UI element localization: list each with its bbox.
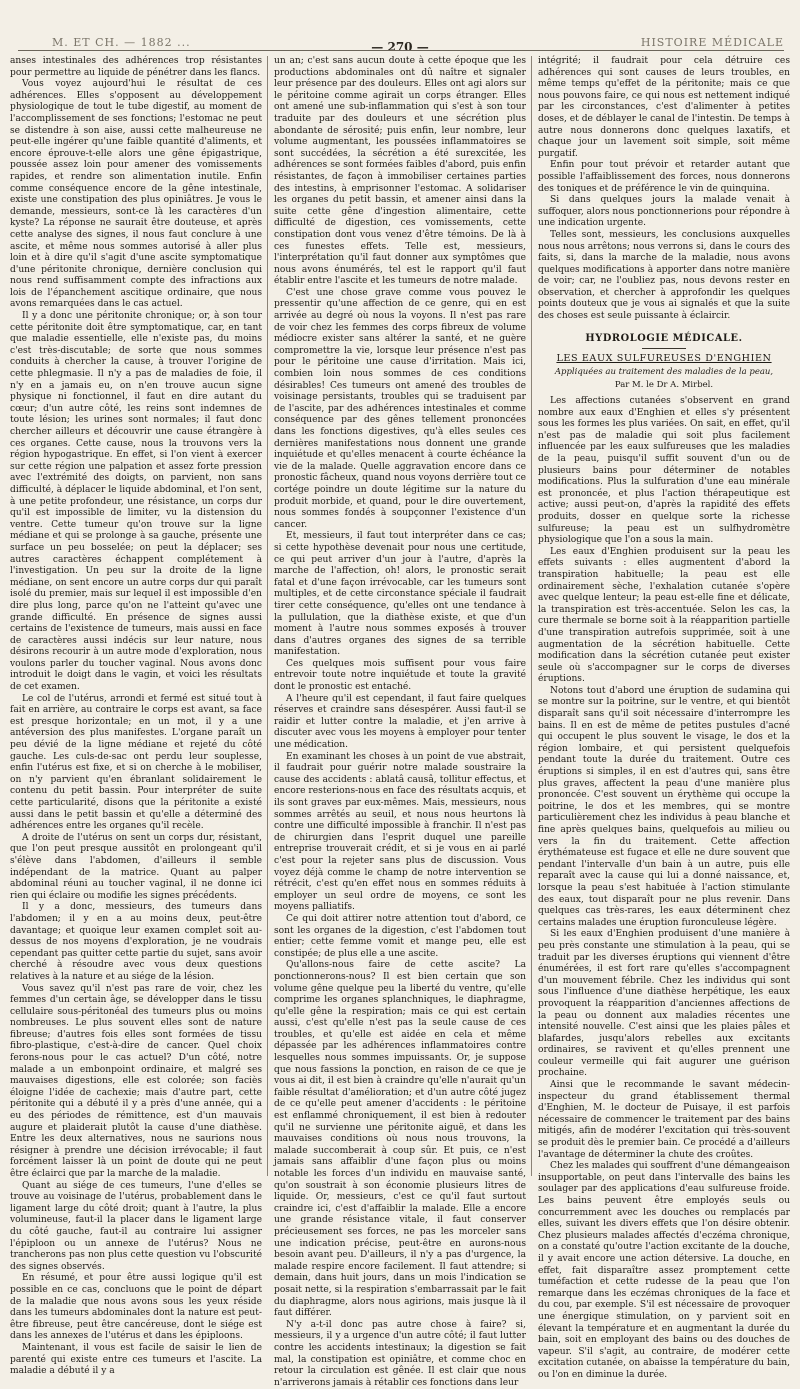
paragraph: Ce qui doit attirer notre attention tout d'abord, ce sont les organes de la digestion, c'est l'abdomen tout entier; cette femme vomit et mange peu, elle est constipée; de plus elle a une ascite. (274, 913, 526, 959)
paragraph: En examinant les choses à un point de vue abstrait, il faudrait pour guérir notre malade soustraire la cause des accidents : ablatâ causâ, tollitur effectus, et encore resterions-nous en face des résultats acquis, et ils sont graves par eux-mêmes. Mais, messieurs, nous sommes arrêtés au seuil, et nous nous heurtons là contre une difficulté impossible à franchir. Il n'est pas de chirurgien dans l'esprit duquel une pareille entreprise trouverait crédit, et si je vous en ai parlé c'est pour la rejeter sans plus de discussion. Vous voyez déjà comme le champ de notre intervention se rétrécit, c'est qu'en effet nous en sommes réduits à employer un seul ordre de moyens, ce sont les moyens palliatifs. (274, 751, 527, 913)
paragraph: Les affections cutanées s'observent en grand nombre aux eaux d'Enghien et elles s'y présentent sous les formes les plus variées. On sait, en effet, qu'il n'est pas de maladie qui soit plus facilement influencée par les eaux sulfureuses que les maladies de la peau, puisqu'il suffit souvent d'un ou de plusieurs bains pour déterminer de notables modifications. Plus la sulfuration d'une eau minérale est prononcée, et plus l'action thérapeutique est active; aussi peut-on, d'après la rapidité des effets produits, dosser en quelque sorte la richesse sulfureuse; la peau est un sulfhydromètre physiologique que l'on a sous la main. (538, 396, 790, 546)
paragraph: Vous savez qu'il n'est pas rare de voir, chez les femmes d'un certain âge, se développer dans le tissu cellulaire sous-péritonéal des tumeurs plus ou moins nombreuses. Le plus souvent elles sont de nature fibreuse; d'autres fois elles sont formées de tissu fibro-plastique, c'est-à-dire de cancer. Quel choix ferons-nous pour le cas actuel? D'un côté, notre malade a un embonpoint ordinaire, et malgré ses mauvaises digestions, elle est colorée; son faciès éloigne l'idée de cachexie; mais d'autre part, cette péritonite qui a débuté il y a près d'une année, qui a eu des périodes de rémittence, est d'un mauvais augure et plaiderait plutôt la cause d'une diathèse. Entre les deux alternatives, nous ne saurions nous résigner à prendre une décision irrévocable; il faut forcément laisser là un point de doute qui ne peut être éclairci que par la marche de la maladie. (10, 983, 262, 1179)
running-head-right: HISTOIRE MÉDICALE (640, 36, 784, 49)
article-subtitle: Appliquées au traitement des maladies de la peau, (554, 366, 774, 377)
paragraph: Les eaux d'Enghien produisent sur la peau les effets suivants : elles augmentent d'abord la transpiration habituelle; la peau est elle ordinairement sèche, l'exhalation cutanée s'opère avec quelque lenteur; la peau est-elle fine et délicate, la transpiration est très-accentuée. Selon les cas, la cure thermale se borne soit à la réapparition partielle d'une transpiration autrefois supprimée, soit à une augmentation de la sécrétion habituelle. Cette modification dans la sécrétion cutanée peut exister seule où s'accompagner sur le corps de diverses éruptions. (538, 546, 790, 685)
running-head-left: M. ET CH. — 1882 ... (52, 36, 191, 49)
paragraph: intégrité; il faudrait pour cela détruire ces adhérences qui sont causes de leurs troubles, en même temps qu'effet de la péritonite; mais ce que nous pouvons faire, ce qui nous est nettement indiqué par les circonstances, c'est d'alimenter à petites doses, et de déblayer le canal de l'intestin. De temps à autre nous donnerons donc quelques laxatifs, et chaque jour un lavement soit simple, soit même purgatif. (538, 56, 790, 159)
paragraph: Quant au siége de ces tumeurs, l'une d'elles se trouve au voisinage de l'utérus, probablement dans le ligament large du côté droit; quant à l'autre, la plus volumineuse, faut-il la placer dans le ligament large du côté gauche, faut-il au contraire lui assigner l'épiploon ou un annexe de l'utérus? Nous ne trancherons pas non plus cette question vu l'obscurité des signes observés. (10, 1180, 262, 1272)
paragraph: Qu'allons-nous faire de cette ascite? La ponctionnerons-nous? Il est bien certain que son volume gêne quelque peu la liberté du ventre, qu'elle comprime les organes splanchniques, le diaphragme, qu'elle gêne la respiration; mais ce qui est certain aussi, c'est qu'elle n'est pas la seule cause de ces troubles, et qu'elle est aidée en cela et même dépassée par les adhérences inflammatoires contre lesquelles nous sommes impuissants. Or, je suppose que nous fassions la ponction, en raison de ce que je vous ai dit, il est bien à craindre qu'elle n'aurait qu'un faible résultat d'amélioration; et d'un autre côté jugez de ce qu'elle peut amener d'accidents : le péritoine est enflammé chroniquement, il est bien à redouter qu'il ne survienne une péritonite aiguë, et dans les mauvaises conditions où nous nous trouvons, la malade succomberait à coup sûr. Et puis, ce n'est jamais sans affaiblir d'une façon plus ou moins notable les forces d'un individu en mauvaise santé, qu'on soustrait à son économie plusieurs litres de liquide. Or, messieurs, c'est ce qu'il faut surtout craindre ici, c'est d'affaiblir la malade. Elle a encore une grande résistance vitale, il faut conserver précieusement ses forces, ne pas les morceler sans une indication précise, peut-être en aurons-nous besoin avant peu. D'ailleurs, il n'y a pas d'urgence, la malade respire encore facilement. Il faut attendre; si demain, dans huit jours, dans un mois l'indication se posait nette, si la respiration s'embarrassait par le fait du diaphragme, alors nous agirions, mais jusque là il faut différer. (274, 960, 526, 1319)
paragraph: Chez les malades qui souffrent d'une démangeaison insupportable, on peut dans l'intervalle des bains les soulager par des applications d'eau sulfureuse froide. Les bains peuvent être employés seuls ou concurremment avec les douches ou remplacés par elles, suivant les divers effets que l'on désire obtenir. Chez plusieurs malades affectés d'eczéma chronique, on a constaté qu'outre l'action excitante de la douche, il y avait encore une action détersive. La douche, en effet, fait disparaître assez promptement cette tuméfaction et cette rudesse de la peau que l'on remarque dans les eczémas chroniques de la face et du cou, par exemple. S'il est nécessaire de provoquer une énergique stimulation, on y parvient soit en élevant la température et en augmentant la durée du bain, soit en employant des bains ou des douches de vapeur. S'il s'agit, au contraire, de modérer cette excitation cutanée, on abaisse la température du bain, ou l'on en diminue la durée. (538, 1161, 790, 1380)
paragraph: Telles sont, messieurs, les conclusions auxquelles nous nous arrêtons; nous verrons si, dans le cours des faits, si, dans la marche de la maladie, nous avons quelques modifications à apporter dans notre manière de voir; car, ne l'oubliez pas, nous devons rester en observation, et chercher à approfondir les quelques points douteux que je vous ai signalés et que la suite des choses est seule puissante à éclaircir. (538, 229, 790, 322)
column-1 (10, 56, 262, 1377)
header-rule (18, 50, 784, 51)
paragraph: un an; c'est sans aucun doute à cette époque que les productions abdominales ont dû naître et signaler leur présence par des douleurs. Elles ont agi alors sur le péritoine comme agirait un corps étranger. Elles ont amené une sub-inflammation qui s'est à son tour traduite par des douleurs et une sécrétion plus abondante de sérosité; puis enfin, leur nombre, leur volume augmentant, les poussées inflammatoires se sont succédées, la sécrétion a été surexcitée, les adhérences se sont formées faibles d'abord, puis enfin résistantes, de façon à immobiliser certaines parties des intestins, à emprisonner l'estomac. A solidariser les organes du petit bassin, et amener ainsi dans la suite cette gêne d'ingestion alimentaire, cette difficulté de digestion, ces vomissements, cette constipation dont vous venez d'être témoins. De là à ces funestes effets. Telle est, messieurs, l'interprétation qu'il faut donner aux symptômes que nous avons énumérés, tel est le rapport qu'il faut établir entre l'ascite et les tumeurs de notre malade. (274, 56, 526, 287)
page-number: — 270 — (371, 40, 429, 54)
paragraph: Et, messieurs, il faut tout interpréter dans ce cas; si cette hypothèse devenait pour nous une certitude, ce qui peut arriver d'un jour à l'autre, d'après la marche de l'affection, oh! alors, le pronostic serait fatal et d'une façon irrévocable, car les tumeurs sont multiples, et de cette circonstance spéciale il faudrait tirer cette conséquence, qu'elles ont une tendance à la pullulation, que la diathèse existe, et que d'un moment à l'autre nous sommes exposés à trouver dans d'autres organes des signes de sa terrible manifestation. (274, 531, 526, 658)
paragraph: C'est une chose grave comme vous pouvez le pressentir qu'une affection de ce genre, qui en est arrivée au degré où nous la voyons. Il n'est pas rare de voir chez les femmes des corps fibreux de volume médiocre exister sans altérer la santé, et ne guère compromettre la vie, lorsque leur présence n'est pas pour le péritoine une cause d'irritation. Mais ici, combien loin nous sommes de ces conditions désirables! Ces tumeurs ont amené des troubles de voisinage persistants, troubles qui se traduisent par de l'ascite, par des adhérences intestinales et comme conséquence par des gênes tellement prononcées dans les fonctions digestives, qu'à elles seules ces dernières manifestations nous donnent une grande inquiétude et qu'elles menacent à courte échéance la vie de la malade. Quelle aggravation encore dans ce pronostic fâcheux, quand nous voyons derrière tout ce cortége poindre un doute légitime sur la nature du produit morbide, et quand, pour le dire ouvertement, nous sommes fondés à soupçonner l'existence d'un cancer. (274, 287, 526, 530)
paragraph: N'y a-t-il donc pas autre chose à faire? si, messieurs, il y a urgence d'un autre côté; il faut lutter contre les accidents intestinaux; la digestion se fait mal, la constipation est opiniâtre, et comme choc en retour la circulation est gênée. Il est clair que nous n'arriverons jamais à rétablir ces fonctions dans leur (274, 1319, 526, 1388)
section-divider (538, 348, 790, 349)
paragraph: A l'heure qu'il est cependant, il faut faire quelques réserves et craindre sans désespérer. Aussi faut-il se raidir et lutter contre la maladie, et j'en arrive à discuter avec vous les moyens à employer pour tenter une médication. (274, 693, 526, 751)
paragraph: Il y a donc, messieurs, des tumeurs dans l'abdomen; il y en a au moins deux, peut-être davantage; et quoique leur examen complet soit au-dessus de nos moyens d'exploration, je ne voudrais cependant pas quitter cette partie du sujet, sans avoir cherché à résoudre avec vous deux questions relatives à la nature et au siége de la lésion. (10, 902, 262, 982)
paragraph: Vous voyez aujourd'hui le résultat de ces adhérences. Elles s'opposent au développement physiologique de tout le tube digestif, au moment de l'accomplissement de ses fonctions; l'estomac ne peut se distendre à son aise, aussi cette malheureuse ne peut-elle ingérer qu'une faible quantité d'aliments, et encore éprouve-t-elle alors une gêne épigastrique, poussée assez loin pour amener des vomissements rapides, et rendre son alimentation inutile. Enfin comme conséquence encore de la gêne intestinale, existe une constipation des plus opiniâtres. Je vous le demande, messieurs, sont-ce là les caractères d'un kyste? La réponse ne saurait être douteuse, et après cette analyse des signes, il nous faut conclure à une ascite, et même nous sommes autorisé à aller plus loin et à dire qu'il s'agit d'une ascite symptomatique d'une péritonite chronique, dernière conclusion qui nous rend suffisamment compte des infractions aux lois de l'épanchement ascitique ordinaire, que nous avons remarquées dans le cas actuel. (10, 79, 262, 310)
section-heading: HYDROLOGIE MÉDICALE. (585, 332, 743, 344)
paragraph: A droite de l'utérus on sent un corps dur, résistant, que l'on peut presque aussitôt en prolongeant qu'il s'élève dans l'abdomen, d'ailleurs il semble indépendant de la matrice. Quant au palper abdominal réuni au toucher vaginal, il ne donne ici rien qui éclaire ou modifie les signes précédents. (10, 832, 262, 901)
paragraph: En résumé, et pour être aussi logique qu'il est possible en ce cas, concluons que le point de départ de la maladie que nous avons sous les yeux réside dans les tumeurs abdominales dont la nature est peut-être fibreuse, peut être cancéreuse, dont le siége est dans les annexes de l'utérus et dans les épiploons. (10, 1273, 262, 1342)
text-columns (10, 56, 790, 1388)
article-author: Par M. le Dr A. Mirbel. (614, 380, 714, 391)
page-header (0, 6, 800, 54)
paragraph: Maintenant, il vous est facile de saisir le lien de parenté qui existe entre ces tumeurs et l'ascite. La maladie a débuté il y a (10, 1342, 262, 1377)
paragraph: Si dans quelques jours la malade venait à suffoquer, alors nous ponctionnerions pour répondre à une indication urgente. (538, 195, 790, 229)
paragraph: Le col de l'utérus, arrondi et fermé est situé tout à fait en arrière, au contraire le corps est avant, sa face est presque horizontale; en un mot, il y a une antéversion des plus manifestes. L'organe paraît un peu dévié de la ligne médiane et rejeté du côté gauche. Les culs-de-sac ont perdu leur souplesse, enfin l'utérus est fixe, et si on cherche à le mobiliser, on n'y parvient qu'en ébranlant solidairement le contenu du petit bassin. Pour interpréter de suite cette particularité, disons que la péritonite a existé aussi dans le petit bassin et qu'elle a déterminé des adhérences entre les organes qu'il recèle. (10, 693, 262, 832)
paragraph: Ainsi que le recommande le savant médecin-inspecteur du grand établissement thermal d'Enghien, M. le docteur de Puisaye, il est parfois nécessaire de commencer le traitement par des bains mitigés, afin de modérer l'excitation qui très-souvent se produit dès le premier bain. Ce procédé a d'ailleurs l'avantage de déterminer la chute des croûtes. (538, 1080, 790, 1160)
paragraph: Si les eaux d'Enghien produisent d'une manière à peu près constante une stimulation à la peau, qui se traduit par les diverses éruptions qui viennent d'être énumérées, il est fort rare qu'elles s'accompagnent d'un mouvement fébrile. Chez les individus qui sont sous l'influence d'une diathèse herpétique, les eaux provoquent la réapparition d'anciennes affections de la peau ou donnent aux maladies récentes une intensité nouvelle. C'est ainsi que les plaies pâles et blafardes, jusqu'alors rebelles aux excitants ordinaires, se ravivent et qu'elles prennent une couleur vermeille qui fait augurer une guérison prochaine. (538, 929, 790, 1079)
paragraph: Enfin pour tout prévoir et retarder autant que possible l'affaiblissement des forces, nous donnerons des toniques et de préférence le vin de quinquina. (538, 160, 790, 194)
column-2 (274, 56, 527, 1388)
paragraph: Il y a donc une péritonite chronique; or, à son tour cette péritonite doit être symptomatique, car, en tant que maladie essentielle, elle n'existe pas, du moins c'est très-discutable; de sorte que nous sommes conduits à chercher la cause, à trouver l'origine de cette phlegmasie. Il n'y a pas de maladies de foie, il n'y en a jamais eu, on n'en trouve aucun signe physique ni fonctionnel, il faut en dire autant du cœur; d'un autre côté, les reins sont indemnes de toute lésion; les urines sont normales; il faut donc chercher ailleurs et découvrir une cause étrangère à ces organes. Cette cause, nous la trouvons vers la région hypogastrique. En effet, si l'on vient à exercer sur cette région une palpation et assez forte pression avec l'extrémité des doigts, on parvient, non sans difficulté, à déplacer le liquide abdominal, et l'on sent, à une petite profondeur, une résistance, un corps dur qu'il est impossible de limiter, vu la distension du ventre. Cette tumeur qu'on trouve sur la ligne médiane et qui se prolonge à sa gauche, présente une surface un peu bosselée; on peut la déplacer; ses autres caractères échappent complétement à l'investigation. Un peu sur la droite de la ligne médiane, on sent encore un autre corps dur qui paraît isolé du premier, mais sur lequel il est impossible d'en dire plus long, parce qu'on ne l'atteint qu'avec une grande difficulté. En présence de signes aussi certains de l'existence de tumeurs, mais aussi en face de caractères aussi indécis sur leur nature, nous désirons recourir à un autre mode d'exploration, nous voulons parler du toucher vaginal. Nous avons donc introduit le doigt dans le vagin, et voici les résultats de cet examen. (10, 311, 262, 693)
paragraph: anses intestinales des adhérences trop résistantes pour permettre au liquide de pénétrer dans les flancs. (10, 56, 262, 78)
column-rule-1 (267, 56, 268, 1176)
paragraph: Notons tout d'abord une éruption de sudamina qui se montre sur la poitrine, sur le ventre, et qui bientôt disparaît sans qu'il soit nécessaire d'interrompre les bains. Il en est de même de petites pustules d'acné qui occupent le plus souvent le visage, le dos et la région lombaire, et qui persistent quelquefois pendant toute la durée du traitement. Outre ces éruptions si simples, il en est d'autres qui, sans être plus graves, affectent la peau d'une manière plus prononcée. C'est souvent un érythème qui occupe la poitrine, le dos et les membres, qui se montre particulièrement chez les individus à peau blanche et fine après quelques bains, quelquefois au milieu ou vers la fin du traitement. Cette affection érythémateuse est fugace et elle ne dure souvent que pendant l'intervalle d'un bain à un autre, puis elle reparaît avec la cause qui lui a donné naissance, et, lorsque la peau s'est habituée à l'action stimulante des eaux, tout disparaît pour ne plus revenir. Dans quelques cas très-rares, les eaux déterminent chez certains malades une éruption furonculeuse légère. (538, 685, 790, 928)
column-3 (538, 56, 790, 1380)
column-rule-2 (531, 56, 532, 1176)
paragraph: Ces quelques mois suffisent pour vous faire entrevoir toute notre inquiétude et toute la gravité dont le pronostic est entaché. (274, 658, 526, 693)
article-title: LES EAUX SULFUREUSES D'ENGHIEN (556, 353, 772, 365)
